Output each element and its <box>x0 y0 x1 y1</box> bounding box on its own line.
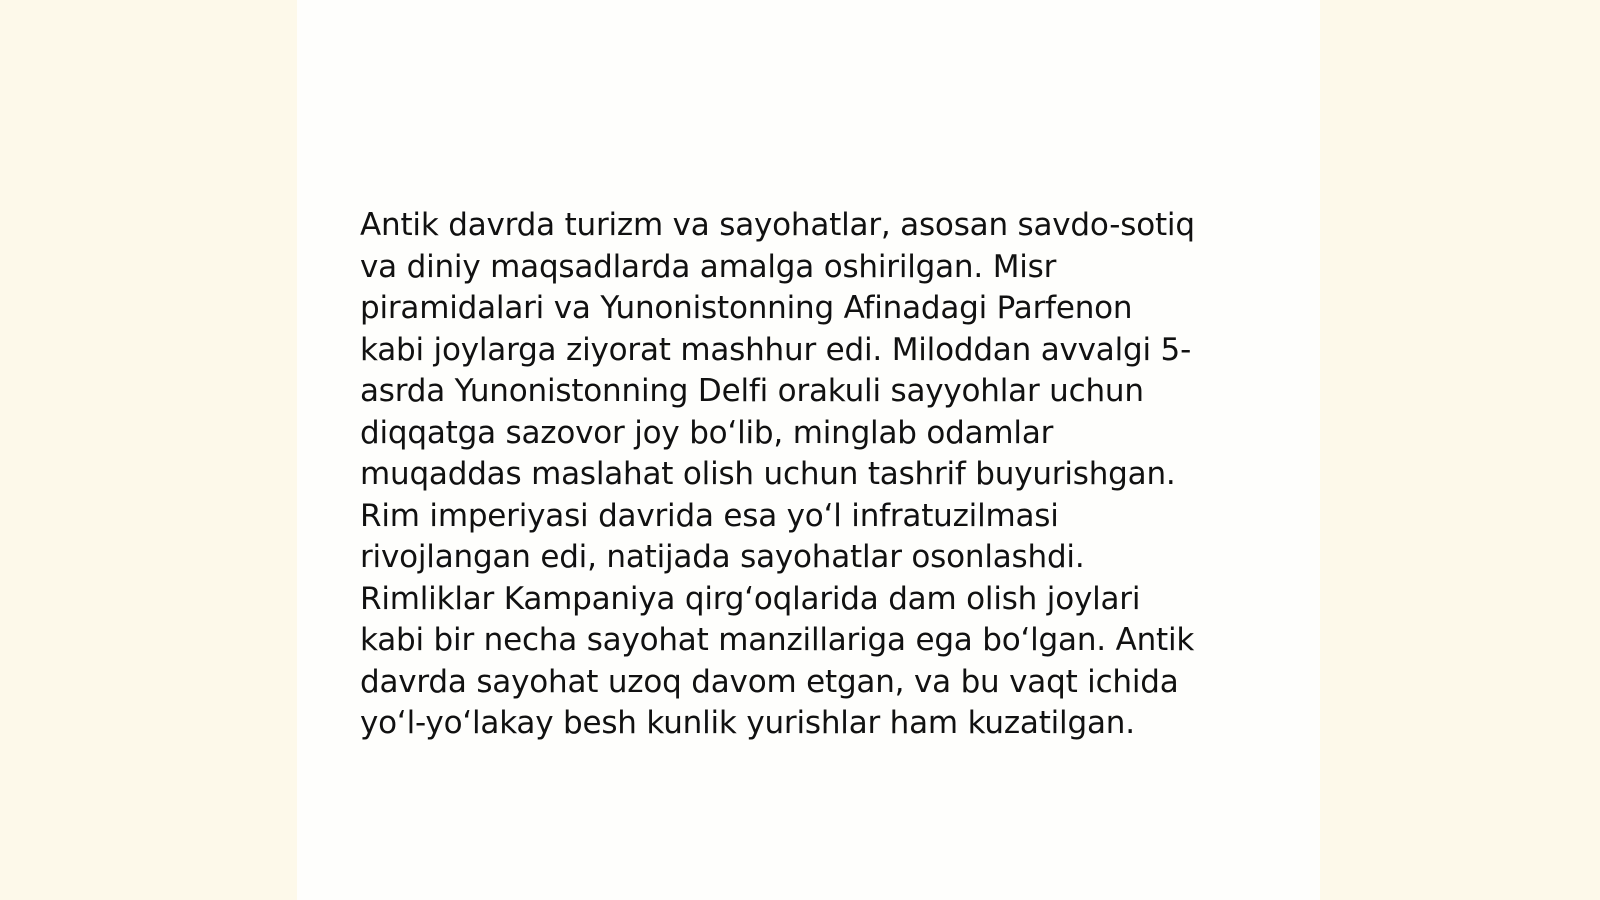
slide-body-text: Antik davrda turizm va sayohatlar, asosan savdo-sotiq va diniy maqsadlarda amalga oshirilgan. Misr piramidalari va Yunonistonning Afinadagi Parfenon kabi joylarga ziyorat mashhur edi. Miloddan avvalgi 5- asrda Yunonistonning Delfi orakuli sayyohlar uchun diqqatga sazovor joy bo‘lib, minglab odamlar muqaddas maslahat olish uchun tashrif buyurishgan. Rim imperiyasi davrida esa yo‘l infratuzilmasi rivojlangan edi, natijada sayohatlar osonlashdi. Rimliklar Kampaniya qirg‘oqlarida dam olish joylari kabi bir necha sayohat manzillariga ega bo‘lgan. Antik davrda sayohat uzoq davom etgan, va bu vaqt ichida yo‘l-yo‘lakay besh kunlik yurishlar ham kuzatilgan. <box>360 207 1195 741</box>
slide <box>297 0 1320 900</box>
